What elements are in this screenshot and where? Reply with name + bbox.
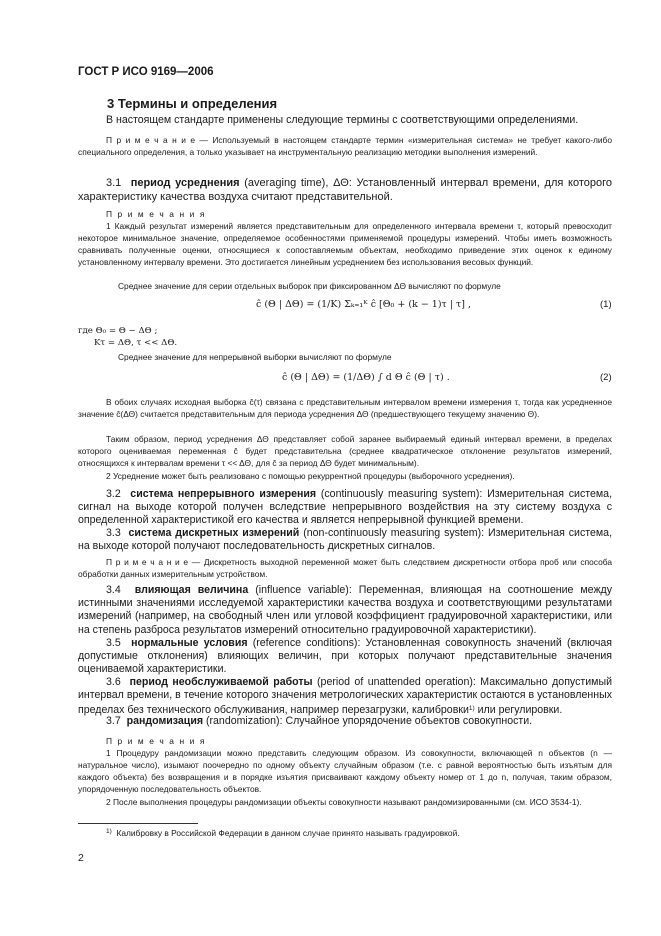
footnote-ref: 1) (468, 705, 475, 713)
where-line-2: Kτ = ΔΘ, τ << ΔΘ. (94, 338, 178, 348)
term-name: система дискретных измерений (128, 527, 300, 539)
note-3-1-2: 2 Усреднение может быть реализовано с помощью рекуррентной процедуры (выборочного усреднения). (106, 471, 515, 481)
term-number: 3.6 (106, 676, 121, 688)
term-name: период усреднения (130, 177, 240, 189)
term-number: 3.1 (106, 177, 122, 189)
section-title: 3 Термины и определения (107, 96, 278, 111)
document-header: ГОСТ Р ИСО 9169—2006 (78, 66, 214, 78)
term-name: влияющая величина (134, 584, 249, 596)
term-definition: (period of unattended operation): Максимально допустимый интервал времени, в течение которого значения метрологических характеристик остаются в установленных пределах без технического обслуживания, например перезагрузки, калибровки (78, 676, 612, 717)
formula-1-number: (1) (600, 299, 612, 310)
term-definition: (influence variable): Переменная, влияющая на соотношение между истинными значениями исследуемой характеристики качества воздуха и соответствующими результатами измерений (например, на свободный член или угловой коэффициент градуировочной характеристики, или на степень разброса результатов измерений относительно градуировочной характеристики). (78, 584, 613, 636)
term-definition: (randomization): Случайное упорядочение объектов совокупности. (203, 715, 533, 727)
term-definition: (reference conditions): Установленная совокупность значений (включая допустимые отклонения) влияющих величин, при которых получают представительные значения оцениваемой характеристики. (78, 637, 613, 676)
term-name: нормальные условия (131, 637, 248, 649)
note-intro: П р и м е ч а н и е — Используемый в настоящем стандарте термин «измерительная система» не требует какого-либо специального определения, а только указывает на инструментальную реализацию методики выполнения измерений. (78, 135, 612, 158)
note-3-3: П р и м е ч а н и е — Дискретность выходной переменной может быть следствием дискретности отбора проб или способа обработки данных измерительным устройством. (78, 557, 612, 580)
term-number: 3.5 (106, 637, 121, 649)
formula-2-number: (2) (600, 372, 612, 383)
thus-text: Таким образом, период усреднения ΔΘ представляет собой заранее выбираемый единый интервал времени, в пределах которого оцениваемая переменная ĉ будет представительна (среднее квадратическое отклонение результатов измерений, относящихся к интервалам времени τ << ΔΘ, для ĉ за период ΔΘ будет минимальным). (78, 434, 612, 469)
mean-continuous-text: Среднее значение для непрерывной выборки вычисляют по формуле (118, 352, 392, 362)
term-3-6 (78, 676, 612, 718)
mean-discrete-text: Среднее значение для серии отдельных выборок при фиксированном ΔΘ вычисляют по формуле (118, 281, 501, 291)
footnote-separator (78, 823, 198, 824)
term-definition: (non-continuously measuring system): Измерительная система, на выходе которой получают последовательность дискретных сигналов. (78, 527, 613, 553)
term-name: период необслуживаемой работы (129, 676, 313, 688)
formula-1: ĉ (Θ | ΔΘ) = (1/K) Σₖ₌₁ᴷ ĉ [Θ₀ + (k − 1)τ | τ] , (256, 299, 472, 310)
term-definition-tail: или регулировки. (474, 704, 563, 717)
term-3-1 (78, 176, 612, 204)
term-name: рандомизация (126, 715, 204, 727)
note-3-7-2: 2 После выполнения процедуры рандомизации объекты совокупности называют рандомизированными (см. ИСО 3534-1). (106, 797, 582, 807)
term-3-2 (78, 488, 612, 528)
where-line-1: где Θ₀ = Θ − ΔΘ ; (78, 326, 158, 336)
term-number: 3.4 (106, 584, 121, 596)
formula-2: ĉ (Θ | ΔΘ) = (1/ΔΘ) ∫ d Θ ĉ (Θ | τ) . (282, 372, 450, 383)
notes-heading-3-7: П р и м е ч а н и я (106, 736, 206, 746)
footnote-text: Калибровку в Российской Федерации в данном случае принято называть градуировкой. (116, 828, 460, 838)
term-number: 3.2 (106, 488, 121, 500)
term-number: 3.7 (106, 715, 121, 727)
term-definition: (continuously measuring system): Измерительная система, сигнал на выходе которой получен вследствие непрерывного воздействия на эту систему воздуха с определенной характеристикой его качества и является непрерывной функцией времени. (78, 488, 613, 527)
term-3-4 (78, 584, 612, 637)
both-cases-text: В обоих случаях исходная выборка ĉ(τ) связана с представительным интервалом времени измерения τ, тогда как усредненное значение ĉ(ΔΘ) считается представительным для периода усреднения ΔΘ (предшествующего текущему значению Θ). (78, 397, 612, 420)
note-3-7-1: 1 Процедуру рандомизации можно представить следующим образом. Из совокупности, включающей n объектов (n — натуральное число), изымают поочередно по одному объекту случайным образом (т.е. с равной вероятностью быть изъятым для каждого объекта) без возвращения и в порядке изъятия присваивают каждому объекту номер от 1 до n, получая, таким образом, упорядоченную последовательность объектов. (78, 748, 612, 795)
notes-heading: П р и м е ч а н и я (106, 209, 206, 219)
section-intro: В настоящем стандарте применены следующие термины с соответствующими определениями. (106, 114, 579, 126)
term-3-5 (78, 637, 612, 677)
footnote-mark: 1) (106, 828, 112, 835)
term-definition: (averaging time), ΔΘ: Установленный интервал времени, для которого характеристику качества воздуха считают представительной. (78, 177, 612, 203)
term-name: система непрерывного измерения (130, 488, 317, 500)
term-3-3 (78, 527, 612, 553)
page-number: 2 (78, 852, 84, 864)
note-3-1-1: 1 Каждый результат измерений является представительным для определенного интервала времени τ, который превосходит некоторое минимальное значение, определяемое особенностями применяемой процедуры измерений. Чтобы иметь возможность сравнивать полученные оценки, относящиеся к сопоставляемым объектам, необходимо приведение этих оценок к единому установленному интервалу времени. Это достигается линейным усреднением без использования весовых функций. (78, 221, 612, 268)
footnote (106, 828, 460, 838)
term-3-7 (78, 715, 612, 728)
term-number: 3.3 (106, 527, 121, 539)
